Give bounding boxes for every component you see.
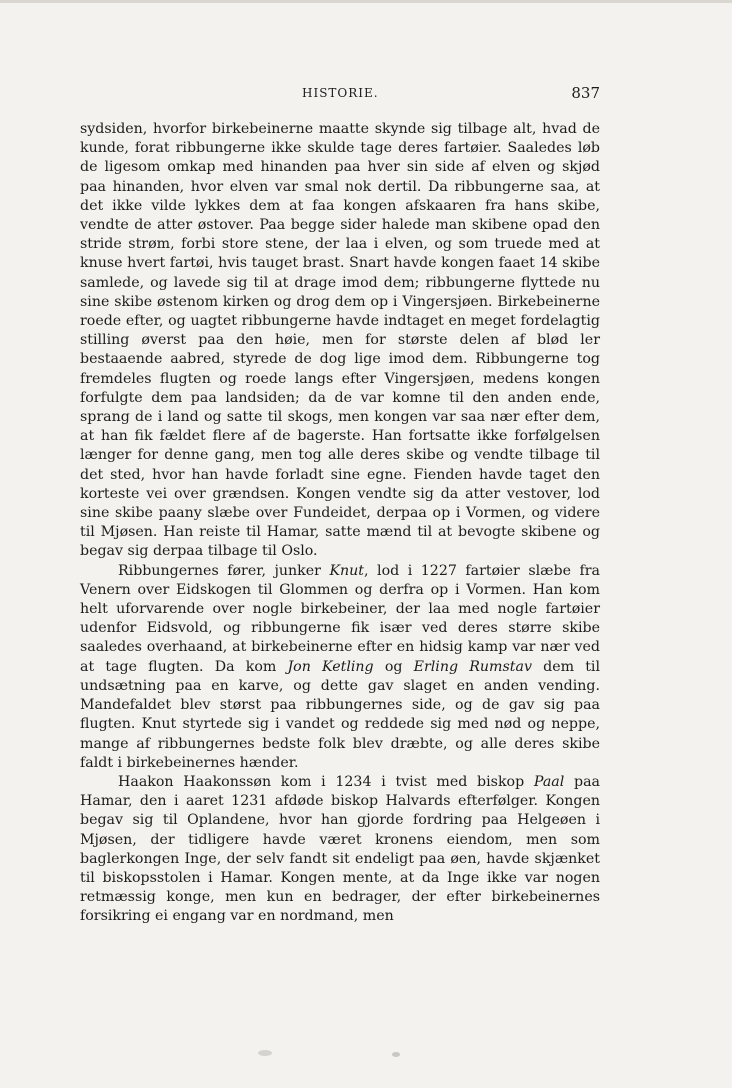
paragraph-2-text-c: og — [373, 658, 414, 675]
name-paal: Paal — [533, 773, 565, 790]
paragraph-2-text-a: Ribbungernes fører, junker — [118, 562, 330, 579]
running-title: HISTORIE. — [302, 86, 379, 100]
page-edge — [0, 0, 732, 3]
body-text — [80, 120, 600, 927]
ink-smudge — [392, 1052, 400, 1057]
paragraph-1-text: sydsiden, hvorfor birkebeinerne maatte skynde sig tilbage alt, hvad de kunde, forat ribbungerne ikke skulde tage deres fartøier. Saaledes løb de ligesom omkap med hinanden paa hver sin side af elven og skjød paa hinanden, hvor elven var smal nok dertil. Da ribbungerne saa, at det ikke vilde lykkes dem at faa kongen afskaaren fra hans skibe, vendte de atter østover. Paa begge sider halede man skibene opad den stride strøm, forbi store stene, der laa i elven, og som truede med at knuse hvert fartøi, hvis tauget brast. Snart havde kongen faaet 14 skibe samlede, og lavede sig til at drage imod dem; ribbungerne flyttede nu sine skibe østenom kirken og drog dem op i Vingersjøen. Birkebeinerne roede efter, og uagtet ribbungerne havde indtaget en meget fordelagtig stilling øverst paa den høie, men for største delen af blød ler bestaaende aabred, styrede de dog lige imod dem. Ribbungerne tog fremdeles flugten og roede langs efter Vingersjøen, medens kongen forfulgte dem paa landsiden; da de var komne til den anden ende, sprang de i land og satte til skogs, men kongen var saa nær efter dem, at han fik fældet flere af de bagerste. Han fortsatte ikke forfølgelsen længer for denne gang, men tog alle deres skibe og vendte tilbage til det sted, hvor han havde forladt sine egne. Fienden havde taget den korteste vei over grændsen. Kongen vendte sig da atter vestover, lod sine skibe paany slæbe over Fundeidet, derpaa op i Vormen, og videre til Mjøsen. Han reiste til Hamar, satte mænd til at bevogte skibene og begav sig derpaa tilbage til Oslo. — [80, 121, 600, 560]
paragraph-2-text-d: dem til undsætning paa en karve, og dette gav slaget en anden vending. Mandefaldet blev størst paa ribbungernes side, og de gav sig paa flugten. Knut styrtede sig i vandet og reddede sig med nød og neppe, mange af ribbungernes bedste folk blev dræbte, og alle deres skibe faldt i birkebeinernes hænder. — [80, 658, 601, 771]
paragraph-1 — [80, 120, 600, 562]
name-knut: Knut — [329, 562, 365, 579]
name-jon-ketling: Jon Ketling — [287, 658, 374, 675]
name-erling-rumstav: Erling Rumstav — [413, 658, 532, 675]
paragraph-3-text-a: Haakon Haakonssøn kom i 1234 i tvist med biskop — [118, 773, 534, 790]
ink-smudge — [258, 1050, 272, 1056]
page-header — [80, 84, 600, 108]
paragraph-3-text-b: paa Hamar, den i aaret 1231 afdøde biskop Halvards efterfølger. Kongen begav sig til Oplandene, hvor han gjorde fordring paa Helgeøen i Mjøsen, der tidligere havde været kronens eiendom, men som baglerkongen Inge, der selv fandt sit endeligt paa øen, havde skjænket til biskopsstolen i Hamar. Kongen mente, at da Inge ikke var nogen retmæssig konge, men kun en bedrager, der efter birkebeinernes forsikring ei engang var en nordmand, men — [80, 773, 600, 925]
page-number: 837 — [571, 84, 600, 102]
paragraph-2-text-b: , lod i 1227 fartøier slæbe fra Venern over Eidskogen til Glommen og derfra op i Vormen. Han kom helt uforvarende over nogle birkebeiner, der laa med nogle fartøier udenfor Eidsvold, og ribbungerne fik især ved deres større skibe saaledes overhaand, at birkebeinerne efter en hidsig kamp var nær ved at tage flugten. Da kom — [80, 562, 600, 675]
paragraph-3 — [80, 773, 600, 927]
paragraph-2 — [80, 562, 600, 773]
